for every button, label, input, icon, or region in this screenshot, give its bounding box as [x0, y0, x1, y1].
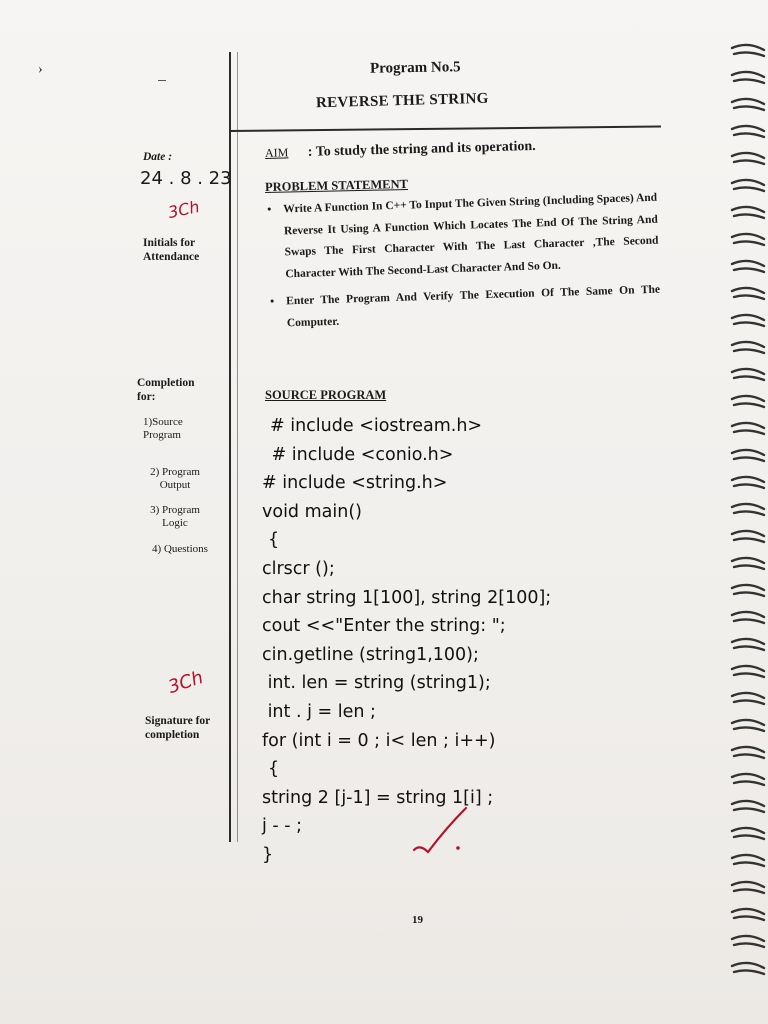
spiral-coil	[732, 585, 764, 596]
problem-statement-heading: PROBLEM STATEMENT	[264, 177, 409, 194]
spiral-coil	[732, 558, 764, 569]
completion-item-logic: 3) Program Logic	[150, 504, 200, 529]
aim-line	[265, 136, 657, 162]
code-line: cin.getline (string1,100);	[262, 644, 479, 665]
spiral-coil	[732, 234, 764, 245]
spiral-coil	[732, 666, 764, 677]
spiral-coil	[732, 963, 764, 974]
red-tick-mark	[410, 800, 470, 860]
code-line: for (int i = 0 ; i< len ; i++)	[262, 730, 496, 751]
spiral-coil	[732, 801, 764, 812]
code-line: {	[268, 530, 280, 551]
signature-label: Signature for completion	[145, 715, 211, 741]
spiral-coil	[732, 639, 764, 650]
spiral-coil	[732, 288, 764, 299]
spiral-coil	[732, 126, 764, 137]
header-divider	[229, 125, 661, 131]
margin-dash	[158, 80, 166, 81]
code-line: int . j = len ;	[262, 701, 376, 722]
spiral-coil	[732, 45, 764, 56]
completion-item-output: 2) Program Output	[150, 466, 200, 491]
initials-label: Initials for Attendance	[143, 237, 200, 263]
completion-signature: 3Ch	[165, 667, 206, 698]
spiral-coil	[732, 99, 764, 110]
margin-mark: ›	[38, 62, 43, 77]
code-line: char string 1[100], string 2[100];	[262, 587, 552, 608]
spiral-coil	[732, 423, 764, 434]
spiral-coil	[732, 315, 764, 326]
completion-item-questions: 4) Questions	[152, 543, 208, 555]
spiral-coil	[732, 450, 764, 461]
code-line: int. len = string (string1);	[262, 673, 491, 694]
spiral-coil	[732, 936, 764, 947]
code-line: clrscr ();	[262, 558, 335, 579]
handwritten-code	[262, 412, 551, 870]
spiral-coil	[732, 342, 764, 353]
spiral-coil	[732, 909, 764, 920]
code-line: {	[268, 759, 280, 780]
spiral-coil	[732, 882, 764, 893]
code-line: }	[262, 844, 274, 865]
initials-signature: 3Ch	[166, 196, 202, 223]
spiral-coil	[732, 207, 764, 218]
problem-bullet: • Write A Function In C++ To Input The Given String (Including Spaces) And Reverse It Using A Function Which Locates The End Of The String And Swaps The First Character With The Last Character ,The Second Character With The Second-Last Character And So On.	[265, 188, 660, 286]
aim-label: AIM	[264, 145, 289, 160]
margin-line-inner	[237, 52, 238, 842]
spiral-coil	[732, 477, 764, 488]
code-line: # include <string.h>	[262, 473, 448, 494]
spiral-coil	[732, 828, 764, 839]
program-title: REVERSE THE STRING	[315, 90, 489, 112]
source-program-heading: SOURCE PROGRAM	[265, 388, 387, 402]
spiral-coil	[732, 693, 764, 704]
code-line: string 2 [j-1] = string 1[i] ;	[262, 787, 494, 808]
spiral-coil	[732, 180, 764, 191]
spiral-coil	[732, 855, 764, 866]
code-line: j - - ;	[262, 816, 303, 837]
spiral-coil	[732, 531, 764, 542]
spiral-coil	[732, 747, 764, 758]
spiral-coil	[732, 612, 764, 623]
problem-bullet: • Enter The Program And Verify The Execution Of The Same On The Computer.	[268, 280, 661, 335]
spiral-coil	[732, 72, 764, 83]
problem-statement-list	[265, 188, 661, 341]
spiral-coil	[732, 774, 764, 785]
spiral-coil	[732, 153, 764, 164]
code-line: # include <iostream.h>	[270, 416, 483, 436]
date-value: 24 . 8 . 23	[140, 168, 232, 189]
completion-item-source: 1)Source Program	[143, 416, 183, 441]
page-number: 19	[412, 914, 423, 926]
code-line: cout <<"Enter the string: ";	[262, 616, 506, 637]
spiral-binding-icon	[728, 40, 768, 1000]
spiral-coil	[732, 261, 764, 272]
spiral-coil	[732, 369, 764, 380]
spiral-coil	[732, 504, 764, 515]
spiral-coil	[732, 720, 764, 731]
aim-text: : To study the string and its operation.	[307, 138, 536, 160]
program-number: Program No.5	[369, 59, 461, 77]
spiral-coil	[732, 396, 764, 407]
code-line: void main()	[262, 501, 362, 522]
date-label: Date :	[143, 151, 173, 163]
code-line: # include <conio.h>	[266, 444, 454, 465]
completion-label: Completion for:	[137, 377, 195, 403]
